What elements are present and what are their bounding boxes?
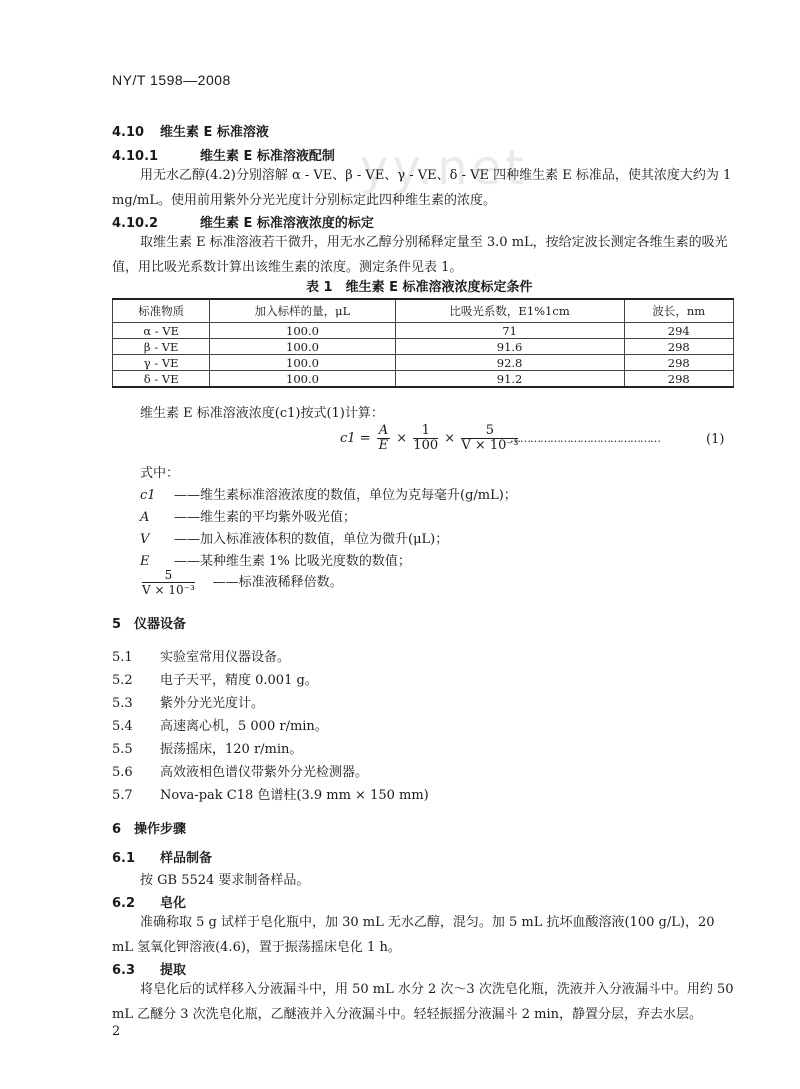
item-number: 5.1 — [112, 650, 133, 665]
section-4-10-2-paragraph: 取维生素 E 标准溶液若干微升，用无水乙醇分别稀释定量至 3.0 mL，按给定波长测定各维生素的吸光值，用比吸光系数计算出该维生素的浓度。测定条件见表 1。 — [112, 235, 728, 275]
formula-lhs: c1 = — [340, 431, 371, 446]
table-cell: 100.0 — [210, 323, 395, 339]
definition-item — [140, 528, 448, 547]
section-number: 4.10 — [112, 125, 145, 140]
section-title: 皂化 — [160, 896, 187, 911]
section-title: 操作步骤 — [134, 822, 187, 837]
table-cell: 91.6 — [395, 339, 624, 355]
definition-symbol: V — [140, 532, 150, 547]
list-item — [112, 738, 302, 757]
section-6-heading — [112, 818, 186, 837]
table-cell: 100.0 — [210, 355, 395, 371]
fraction-a-over-e — [377, 424, 390, 453]
table-header-cell: 比吸光系数，E1%1cm — [395, 299, 624, 323]
definition-item — [140, 484, 517, 503]
table-row — [113, 371, 734, 388]
equation-number: (1) — [706, 432, 725, 447]
denominator: 100 — [413, 438, 439, 453]
section-4-10-2-heading — [112, 212, 374, 231]
denominator: V × 10⁻³ — [142, 583, 195, 597]
times-sign: × — [396, 431, 408, 446]
table-cell: α - VE — [113, 323, 210, 339]
list-item — [112, 669, 318, 688]
section-title: 提取 — [160, 963, 187, 978]
denominator: E — [378, 438, 389, 453]
section-number: 4.10.2 — [112, 216, 159, 231]
denominator: V × 10⁻³ — [461, 438, 519, 453]
item-number: 5.5 — [112, 742, 133, 757]
section-6-3-heading — [112, 959, 186, 978]
section-title: 维生素 E 标准溶液配制 — [200, 149, 335, 164]
section-number: 6.3 — [112, 963, 136, 978]
definition-text: ——某种维生素 1% 比吸光度数的数值； — [174, 554, 411, 569]
table-header-cell: 加入标样的量，μL — [210, 299, 395, 323]
definition-text: ——加入标准液体积的数值，单位为微升(μL)； — [174, 532, 449, 547]
table-cell: 91.2 — [395, 371, 624, 388]
section-number: 6.2 — [112, 896, 136, 911]
item-text: 高效液相色谱仪带紫外分光检测器。 — [160, 765, 369, 780]
table-cell: 294 — [624, 323, 733, 339]
page-number: 2 — [112, 1024, 121, 1039]
definition-symbol: E — [140, 554, 150, 569]
section-4-10-heading — [112, 121, 269, 140]
list-item — [112, 646, 290, 665]
item-text: 高速离心机，5 000 r/min。 — [160, 719, 328, 734]
definition-symbol: c1 — [140, 488, 156, 503]
item-number: 5.2 — [112, 673, 133, 688]
table-cell: 298 — [624, 371, 733, 388]
section-6-2-heading — [112, 892, 186, 911]
table-header-row — [113, 299, 734, 323]
definition-item — [140, 550, 411, 569]
section-number: 5 — [112, 617, 122, 632]
formula-intro: 维生素 E 标准溶液浓度(c1)按式(1)计算： — [140, 406, 384, 421]
item-text: Nova-pak C18 色谱柱(3.9 mm × 150 mm) — [160, 788, 429, 803]
item-number: 5.6 — [112, 765, 133, 780]
table-cell: 100.0 — [210, 371, 395, 388]
numerator: 1 — [413, 424, 438, 439]
numerator: 5 — [461, 424, 518, 439]
definition-item — [140, 568, 343, 597]
table-header-cell: 标准物质 — [113, 299, 210, 323]
times-sign: × — [444, 431, 456, 446]
where-label: 式中： — [140, 466, 180, 481]
item-text: 电子天平，精度 0.001 g。 — [160, 673, 318, 688]
section-6-1-heading — [112, 847, 212, 866]
table-header-cell: 波长，nm — [624, 299, 733, 323]
table-row — [113, 355, 734, 371]
table-cell: 298 — [624, 339, 733, 355]
list-item — [112, 715, 328, 734]
fraction-one-over-hundred — [413, 424, 438, 453]
list-item — [112, 784, 429, 803]
dilution-fraction — [142, 568, 195, 597]
standard-code: NY/T 1598—2008 — [112, 72, 231, 88]
table-cell: β - VE — [113, 339, 210, 355]
list-item — [112, 692, 264, 711]
list-item — [112, 761, 368, 780]
definition-symbol: A — [140, 510, 150, 525]
item-text: 振荡摇床，120 r/min。 — [160, 742, 303, 757]
definition-text: ——维生素的平均紫外吸光值； — [174, 510, 357, 525]
section-6-3-paragraph: 将皂化后的试样移入分液漏斗中，用 50 mL 水分 2 次～3 次洗皂化瓶，洗液并入分液漏斗中。用约 50 mL 乙醚分 3 次洗皂化瓶，乙醚液并入分液漏斗中。轻轻振摇分液漏斗 2 min，静置分层，弃去水层。 — [112, 982, 734, 1022]
definition-text: ——标准液稀释倍数。 — [212, 575, 343, 590]
definition-item — [140, 506, 356, 525]
table-cell: γ - VE — [113, 355, 210, 371]
table-cell: 92.8 — [395, 355, 624, 371]
formula-1 — [340, 424, 520, 453]
item-text: 实验室常用仪器设备。 — [160, 650, 291, 665]
section-4-10-1-paragraph: 用无水乙醇(4.2)分别溶解 α - VE、β - VE、γ - VE、δ - VE 四种维生素 E 标准品，使其浓度大约为 1 mg/mL。使用前用紫外分光光度计分别标定此四种维生素的浓度。 — [112, 168, 732, 208]
numerator: 5 — [142, 568, 195, 583]
table-row — [113, 323, 734, 339]
section-title: 样品制备 — [160, 851, 213, 866]
section-number: 4.10.1 — [112, 149, 159, 164]
calibration-table — [112, 298, 734, 388]
watermark: yy.net — [360, 140, 528, 196]
table-cell: δ - VE — [113, 371, 210, 388]
section-5-heading — [112, 613, 186, 632]
numerator: A — [378, 423, 389, 438]
section-title: 仪器设备 — [134, 617, 187, 632]
table-caption: 表 1 维生素 E 标准溶液浓度标定条件 — [306, 280, 533, 295]
table-cell: 100.0 — [210, 339, 395, 355]
section-number: 6 — [112, 822, 122, 837]
item-number: 5.7 — [112, 788, 133, 803]
section-title: 维生素 E 标准溶液 — [160, 125, 269, 140]
formula-leader-dots: ……………………………………… — [510, 432, 660, 445]
item-number: 5.3 — [112, 696, 133, 711]
definition-text: ——维生素标准溶液浓度的数值，单位为克每毫升(g/mL)； — [174, 488, 517, 503]
table-row — [113, 339, 734, 355]
section-title: 维生素 E 标准溶液浓度的标定 — [200, 216, 374, 231]
item-text: 紫外分光光度计。 — [160, 696, 265, 711]
section-6-1-paragraph: 按 GB 5524 要求制备样品。 — [140, 873, 310, 888]
item-number: 5.4 — [112, 719, 133, 734]
section-4-10-1-heading — [112, 145, 335, 164]
section-number: 6.1 — [112, 851, 136, 866]
table-cell: 71 — [395, 323, 624, 339]
section-6-2-paragraph: 准确称取 5 g 试样于皂化瓶中，加 30 mL 无水乙醇，混匀。加 5 mL 抗坏血酸溶液(100 g/L)，20 mL 氢氧化钾溶液(4.6)，置于振荡摇床皂化 1 h。 — [112, 915, 715, 955]
table-cell: 298 — [624, 355, 733, 371]
